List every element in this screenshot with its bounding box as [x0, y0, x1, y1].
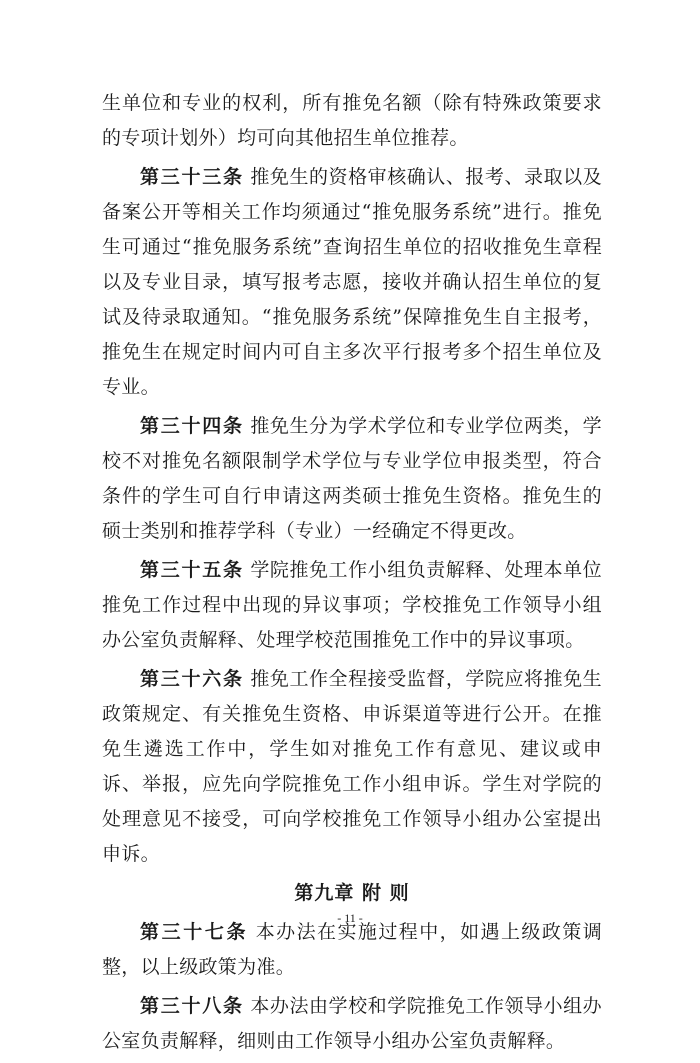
- article-34: [102, 409, 602, 549]
- paragraph-continuation: [102, 86, 602, 156]
- article-heading: 第三十四条: [140, 415, 244, 437]
- article-text: 本办法在实施过程中，如遇上级政策调整，以上级政策为准。: [102, 921, 602, 978]
- article-36: [102, 662, 602, 872]
- article-text: 学院推免工作小组负责解释、处理本单位推免工作过程中出现的异议事项；学校推免工作领导小组办公室负责解释、处理学校范围推免工作中的异议事项。: [102, 559, 602, 651]
- chapter-title: 第九章 附 则: [294, 882, 410, 904]
- article-text: 推免生的资格审核确认、报考、录取以及备案公开等相关工作均须通过“推免服务系统”进行。推免生可通过“推免服务系统”查询招生单位的招收推免生章程以及专业目录，填写报考志愿，接收并确认招生单位的复试及待录取通知。“推免服务系统”保障推免生自主报考，推免生在规定时间内可自主多次平行报考多个招生单位及专业。: [102, 166, 602, 398]
- article-heading: 第三十五条: [140, 559, 244, 581]
- page-number: - 11 -: [337, 911, 363, 925]
- article-35: [102, 553, 602, 658]
- article-heading: 第三十三条: [140, 166, 244, 188]
- article-text: 本办法由学校和学院推免工作领导小组办公室负责解释，细则由工作领导小组办公室负责解释。: [102, 995, 602, 1052]
- article-text: 推免生分为学术学位和专业学位两类，学校不对推免名额限制学术学位与专业学位申报类型，符合条件的学生可自行申请这两类硕士推免生资格。推免生的硕士类别和推荐学科（专业）一经确定不得更改。: [102, 415, 602, 542]
- article-heading: 第三十六条: [140, 668, 244, 690]
- article-heading: 第三十八条: [140, 995, 244, 1017]
- article-33: [102, 160, 602, 405]
- paragraph-text: 生单位和专业的权利，所有推免名额（除有特殊政策要求的专项计划外）均可向其他招生单位推荐。: [102, 92, 602, 149]
- article-38: [102, 989, 602, 1059]
- article-text: 推免工作全程接受监督，学院应将推免生政策规定、有关推免生资格、申诉渠道等进行公开。在推免生遴选工作中，学生如对推免工作有意见、建议或申诉、举报，应先向学院推免工作小组申诉。学生对学院的处理意见不接受，可向学校推免工作领导小组办公室提出申诉。: [102, 668, 602, 865]
- article-heading: 第三十七条: [140, 921, 249, 943]
